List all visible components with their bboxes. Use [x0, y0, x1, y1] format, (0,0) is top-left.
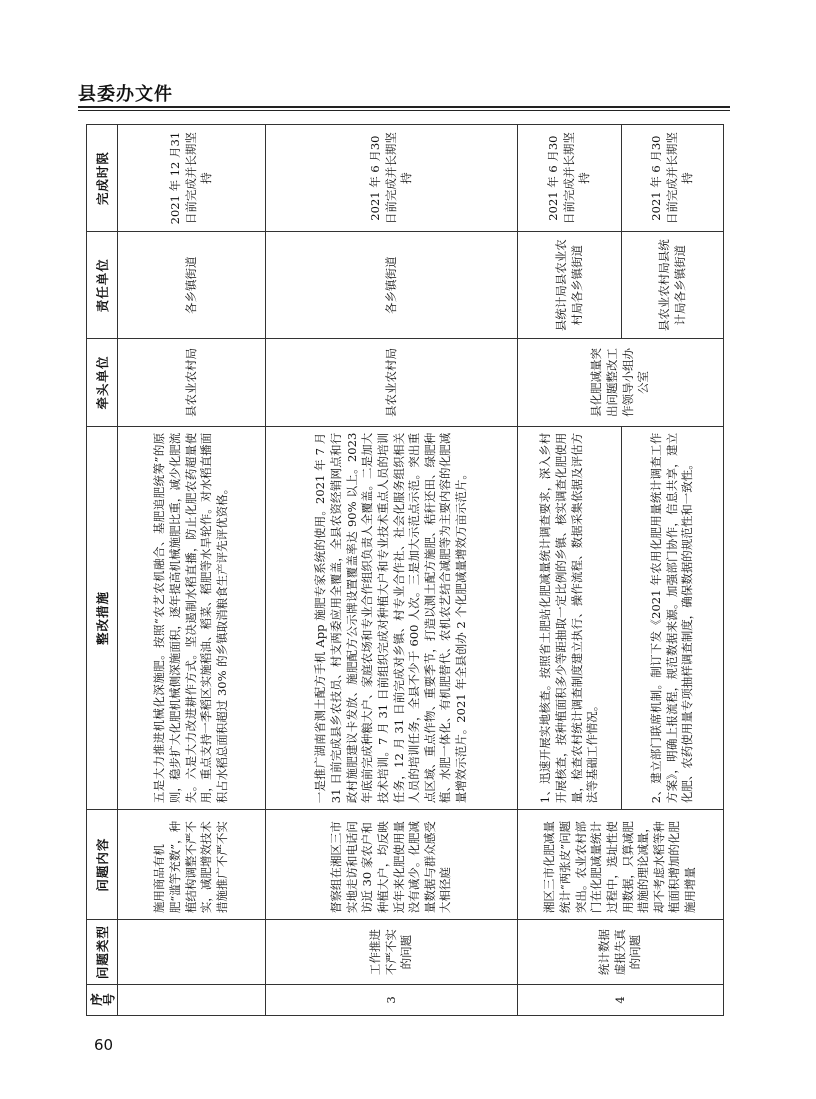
- table-row: [118, 125, 266, 1016]
- cell-resp: 县农业农村局县统计局各乡镇街道: [622, 232, 724, 339]
- table-row: [266, 125, 518, 1016]
- rectification-table: [86, 124, 724, 1016]
- cell-lead: 县化肥减量突出问题整改工作领导小组办公室: [518, 339, 724, 426]
- cell-deadline: 2021 年 12 月31 日前完成并长期坚持: [118, 125, 266, 232]
- cell-content: 督察组在湘区三市实地走访和电话问访近 30 家农户和种植大户，均反映近年来化肥使用量没有减少。化肥减量数据与群众感受大相径庭: [266, 810, 518, 920]
- cell-type-empty: [118, 920, 266, 985]
- cell-deadline: 2021 年 6 月30 日前完成并长期坚持: [622, 125, 724, 232]
- document-header-title: 县委办文件: [78, 84, 173, 105]
- header-rule: [78, 106, 730, 108]
- header-resp: 责任单位: [87, 232, 118, 339]
- cell-measures: 2、建立部门联席机制。制订下发《2021 年农用化肥用量统计调查工作方案》，明确上报流程，规范数据来源。加强部门协作，信息共享，建立化肥、农药使用量专项抽样调查制度，确保数据的规范性和一致性。: [622, 426, 724, 809]
- page-number: 60: [94, 1036, 114, 1054]
- cell-deadline: 2021 年 6 月30 日前完成并长期坚持: [266, 125, 518, 232]
- cell-content: 湘区三市化肥减量统计“两张皮”问题突出。农业农村部门在化肥减量统计过程中，选址性使用数据，只算减肥措施的理论减量，却不考虑水稻等种植面积增加的化肥施用增量: [518, 810, 724, 920]
- cell-seq: 3: [266, 984, 518, 1015]
- cell-resp: 各乡镇街道: [118, 232, 266, 339]
- cell-seq: 4: [518, 984, 724, 1015]
- table-header-row: [87, 125, 118, 1016]
- cell-lead: 县农业农村局: [266, 339, 518, 426]
- header-measures: 整改措施: [87, 426, 118, 809]
- cell-type: 工作推进不严不实的问题: [266, 920, 518, 985]
- rectification-table-rotated: [86, 124, 718, 1016]
- cell-measures: 1、迅速开展实地核查。按照省土肥站化肥减量统计调查要求，深入乡村开展核查，按种植面积多少等距抽取一定比例的乡镇、核实调查化肥使用量，检查农村统计调查制度建立执行、操作流程、数据采集依据及评估方法等基础工作情况。: [518, 426, 622, 809]
- header-content: 问题内容: [87, 810, 118, 920]
- cell-measures: 一是推广湖南省测土配方手机 App 施肥专家系统的使用。2021 年 7 月 31 日前完成县乡农技员、村支两委应用全覆盖，全县农资经销网点和行政村施肥建议卡发放、施肥配方公示牌设置覆盖率达 90% 以上。2023 年底前完成种粮大户、家庭农场和专业合作组织负责人全覆盖。二是加大技术培训。7 月 31 日前组织完成对种植大户和专业技术重点人员的培训任务，12 月 31 日前完成对乡镇、村专业合作社、社会化服务组织相关人员的培训任务，全县不少于 600 人次。三是加大示范点示范。突出重点区域、重点作物、重要季节，打造以测土配方施肥、秸秆还田、绿肥种植、水肥一体化、有机肥替代、农机农艺结合减肥等为主要内容的化肥减量增效示范片。2021 年全县创办 2 个化肥减量增效万亩示范片。: [266, 426, 518, 809]
- table-row: [518, 125, 622, 1016]
- cell-seq-empty: [118, 984, 266, 1015]
- header-lead: 牵头单位: [87, 339, 118, 426]
- cell-deadline: 2021 年 6 月30 日前完成并长期坚持: [518, 125, 622, 232]
- header-rule-thin: [78, 110, 730, 111]
- cell-type: 统计数据虚报失真的问题: [518, 920, 724, 985]
- header-seq: 序号: [87, 984, 118, 1015]
- cell-measures: 五是大力推进机械化深施肥。按照“农艺农机融合、基肥追肥统筹”的原则，稳步扩大化肥机械侧深施面积，逐年提高机械施肥比重，减少化肥流失。六是大力改进耕作方式。坚决遏制水稻直播，防止化肥农药超量使用，重点支持一季稻区实施稻油、稻菜、稻肥等水旱轮作。对水稻直播面积占水稻总面积超过 30% 的乡镇取消粮食生产评先评优资格。: [118, 426, 266, 809]
- header-deadline: 完成时限: [87, 125, 118, 232]
- cell-resp: 县统计局县农业农村局各乡镇街道: [518, 232, 622, 339]
- header-type: 问题类型: [87, 920, 118, 985]
- cell-resp: 各乡镇街道: [266, 232, 518, 339]
- cell-content: 施用商品有机肥“滥竽充数”，种植结构调整不严不实，减肥增效技术措施推广不严不实: [118, 810, 266, 920]
- cell-lead: 县农业农村局: [118, 339, 266, 426]
